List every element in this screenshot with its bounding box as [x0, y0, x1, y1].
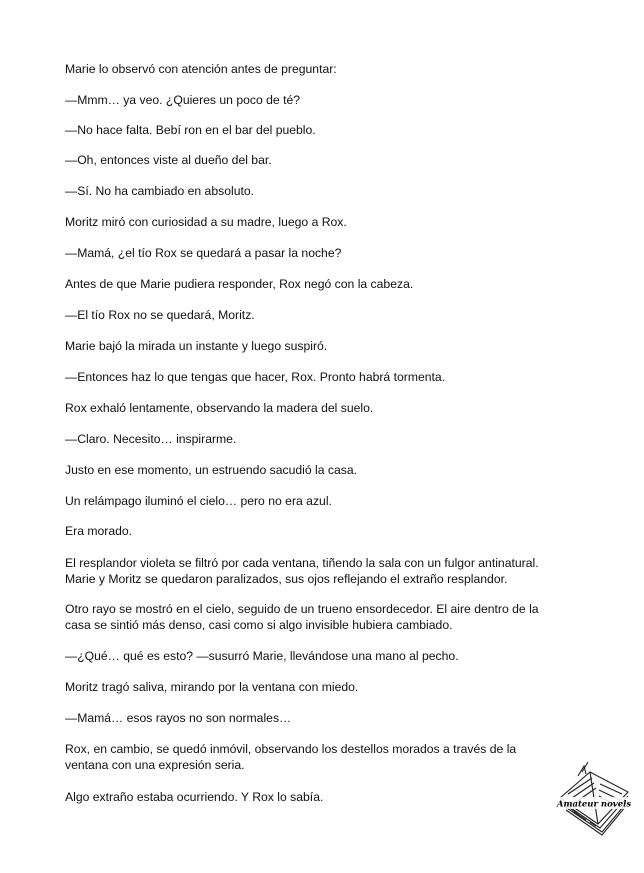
paragraph: Moritz tragó saliva, mirando por la ventana con miedo. [65, 680, 359, 694]
paragraph: —El tío Rox no se quedará, Moritz. [65, 308, 255, 322]
watermark-logo [556, 758, 632, 836]
paragraph: Marie lo observó con atención antes de preguntar: [65, 62, 337, 76]
paragraph: —Mmm… ya veo. ¿Quieres un poco de té? [65, 93, 301, 107]
paragraph: —Mamá, ¿el tío Rox se quedará a pasar la noche? [65, 246, 342, 260]
book-logo-icon [556, 758, 632, 836]
paragraph: Marie bajó la mirada un instante y luego suspiró. [65, 339, 328, 353]
paragraph: —Sí. No ha cambiado en absoluto. [65, 184, 255, 198]
paragraph: Justo en ese momento, un estruendo sacudió la casa. [65, 463, 358, 477]
paragraph: —Oh, entonces viste al dueño del bar. [65, 153, 272, 167]
paragraph: —Entonces haz lo que tengas que hacer, Rox. Pronto habrá tormenta. [65, 370, 446, 384]
paragraph: Algo extraño estaba ocurriendo. Y Rox lo sabía. [65, 790, 324, 804]
paragraph: Era morado. [65, 524, 133, 538]
paragraph: Moritz miró con curiosidad a su madre, luego a Rox. [65, 215, 347, 229]
paragraph: El resplandor violeta se filtró por cada ventana, tiñendo la sala con un fulgor antinatural. Marie y Moritz se quedaron paralizados, sus ojos reflejando el extraño resplandor. [65, 556, 539, 586]
paragraph: Antes de que Marie pudiera responder, Rox negó con la cabeza. [65, 277, 414, 291]
paragraph: —No hace falta. Bebí ron en el bar del pueblo. [65, 123, 316, 137]
paragraph: Rox exhaló lentamente, observando la madera del suelo. [65, 401, 374, 415]
paragraph: —Claro. Necesito… inspirarme. [65, 432, 237, 446]
paragraph: —¿Qué… qué es esto? —susurró Marie, llevándose una mano al pecho. [65, 649, 459, 663]
paragraph: Un relámpago iluminó el cielo… pero no era azul. [65, 494, 332, 508]
paragraph: Otro rayo se mostró en el cielo, seguido de un trueno ensordecedor. El aire dentro de la casa se sintió más denso, casi como si algo invisible hubiera cambiado. [65, 602, 539, 632]
paragraph: —Mamá… esos rayos no son normales… [65, 711, 292, 725]
watermark-text: Amateur novels [556, 799, 632, 810]
paragraph: Rox, en cambio, se quedó inmóvil, observando los destellos morados a través de la ventana con una expresión seria. [65, 742, 517, 772]
